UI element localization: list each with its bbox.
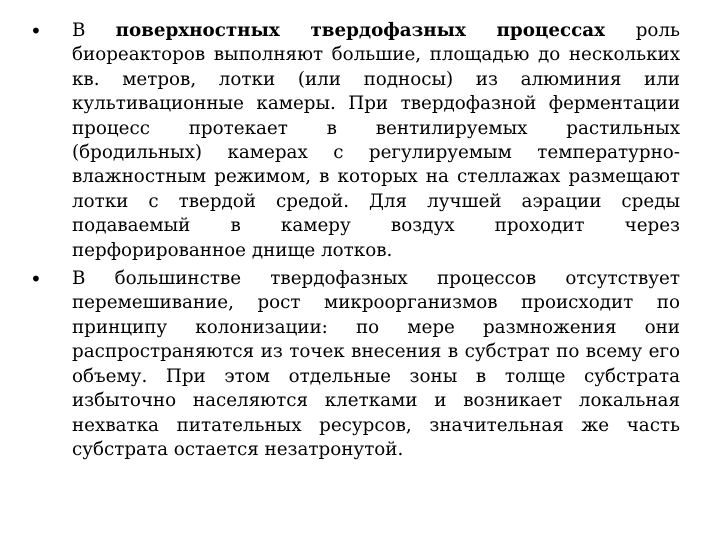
bullet-icon: •	[30, 19, 42, 43]
bullet-body-text: роль биореакторов выполняют большие, площадью до нескольких кв. метров, лотки (или подносы) из алюминия или культивационные камеры. При твердофазной ферментации процесс протекает в вентилируемых растильных (бродильных) камерах с регулируемым температурно-влажностным режимом, в которых на стеллажах размещают лотки с твердой средой. Для лучшей аэрации среды подаваемый в камеру воздух проходит через перфорированное днище лотков.	[72, 20, 681, 261]
bullet-lead-word: В	[72, 20, 116, 41]
bullet-body-text: В большинстве твердофазных процессов отсутствует перемешивание, рост микроорганизмов происходит по принципу колонизации: по мере размножения они распространяются из точек внесения в субстрат по всему его объему. При этом отдельные зоны в толще субстрата избыточно населяются клетками и возникает локальная нехватка питательных ресурсов, значительная же часть субстрата остается незатронутой.	[72, 268, 680, 460]
bullet-icon: •	[30, 267, 42, 292]
bullet-list	[30, 19, 680, 466]
bullet-bold-term: поверхностных твердофазных процессах	[115, 20, 636, 41]
bullet-item-no-mixing	[30, 267, 680, 462]
bullet-item-surface-processes	[30, 19, 680, 263]
